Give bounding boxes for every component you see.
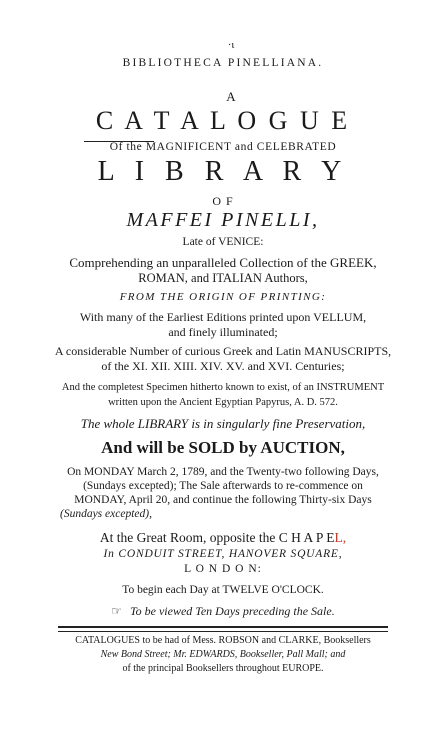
running-head: BIBLIOTHECA PINELLIANA.: [122, 57, 324, 69]
great-room-text: At the Great Room, opposite the C H A P E: [99, 530, 335, 545]
london-line: L O N D O N:: [184, 563, 262, 575]
great-room-line: [0, 531, 446, 545]
sale-dates-line-4: [0, 509, 446, 521]
viewing-text: To be viewed Ten Days preceding the Sale.: [130, 604, 335, 618]
conduit-street-line: In CONDUIT STREET, HANOVER SQUARE,: [103, 548, 343, 560]
catalogues-line-2: New Bond Street; Mr. EDWARDS, Bookseller, Pall Mall; and: [100, 649, 346, 660]
title-catalogue: C A T A L O G U E: [95, 106, 351, 135]
instrument-line-2: written upon the Ancient Egyptian Papyrus, A. D. 572.: [108, 397, 338, 408]
manuscripts-line-2: of the XI. XII. XIII. XIV. XV. and XVI. Centuries;: [101, 359, 345, 373]
pointing-hand-icon: ☞: [111, 604, 123, 618]
title-library: L I B R A R Y: [97, 156, 349, 187]
preservation-line: The whole LIBRARY is in singularly fine Preservation,: [80, 416, 366, 431]
sundays-excepted: (Sundays excepted),: [60, 508, 152, 520]
late-of-venice: Late of VENICE:: [182, 236, 264, 248]
viewing-line: [0, 605, 446, 617]
catalogues-line-1: CATALOGUES to be had of Mess. ROBSON and CLARKE, Booksellers: [75, 635, 371, 646]
catalogues-line-3: of the principal Booksellers throughout EUROPE.: [122, 663, 324, 674]
collector-name: MAFFEI PINELLI,: [126, 209, 320, 231]
sale-dates-line-2: (Sundays excepted); The Sale afterwards to re-commence on: [83, 480, 363, 492]
begin-time-line: To begin each Day at TWELVE O'CLOCK.: [122, 584, 324, 596]
comprehending-line-1: Comprehending an unparalleled Collection of the GREEK,: [69, 255, 377, 270]
double-rule: [58, 626, 388, 632]
title-of: O F: [212, 194, 234, 208]
ornament: ·ɩ: [227, 39, 235, 51]
editions-line-1: With many of the Earliest Editions printed upon VELLUM,: [79, 310, 367, 324]
sale-dates-line-3: MONDAY, April 20, and continue the following Thirty-six Days: [74, 494, 372, 506]
title-a: A: [226, 89, 236, 104]
sale-dates-line-1: On MONDAY March 2, 1789, and the Twenty-two following Days,: [67, 466, 379, 478]
comprehending-line-2: ROMAN, and ITALIAN Authors,: [138, 271, 308, 285]
origin-of-printing: FROM THE ORIGIN OF PRINTING:: [119, 291, 327, 303]
great-room-chapel-end: L,: [334, 530, 347, 545]
subtitle-of-the: Of the MAGNIFICENT and CELEBRATED: [109, 141, 337, 153]
instrument-line-1: And the completest Specimen hitherto known to exist, of an INSTRUMENT: [61, 382, 385, 393]
sold-by-auction: And will be SOLD by AUCTION,: [101, 438, 345, 457]
editions-line-2: and finely illuminated;: [168, 325, 278, 339]
manuscripts-line-1: A considerable Number of curious Greek and Latin MANUSCRIPTS,: [54, 344, 392, 358]
